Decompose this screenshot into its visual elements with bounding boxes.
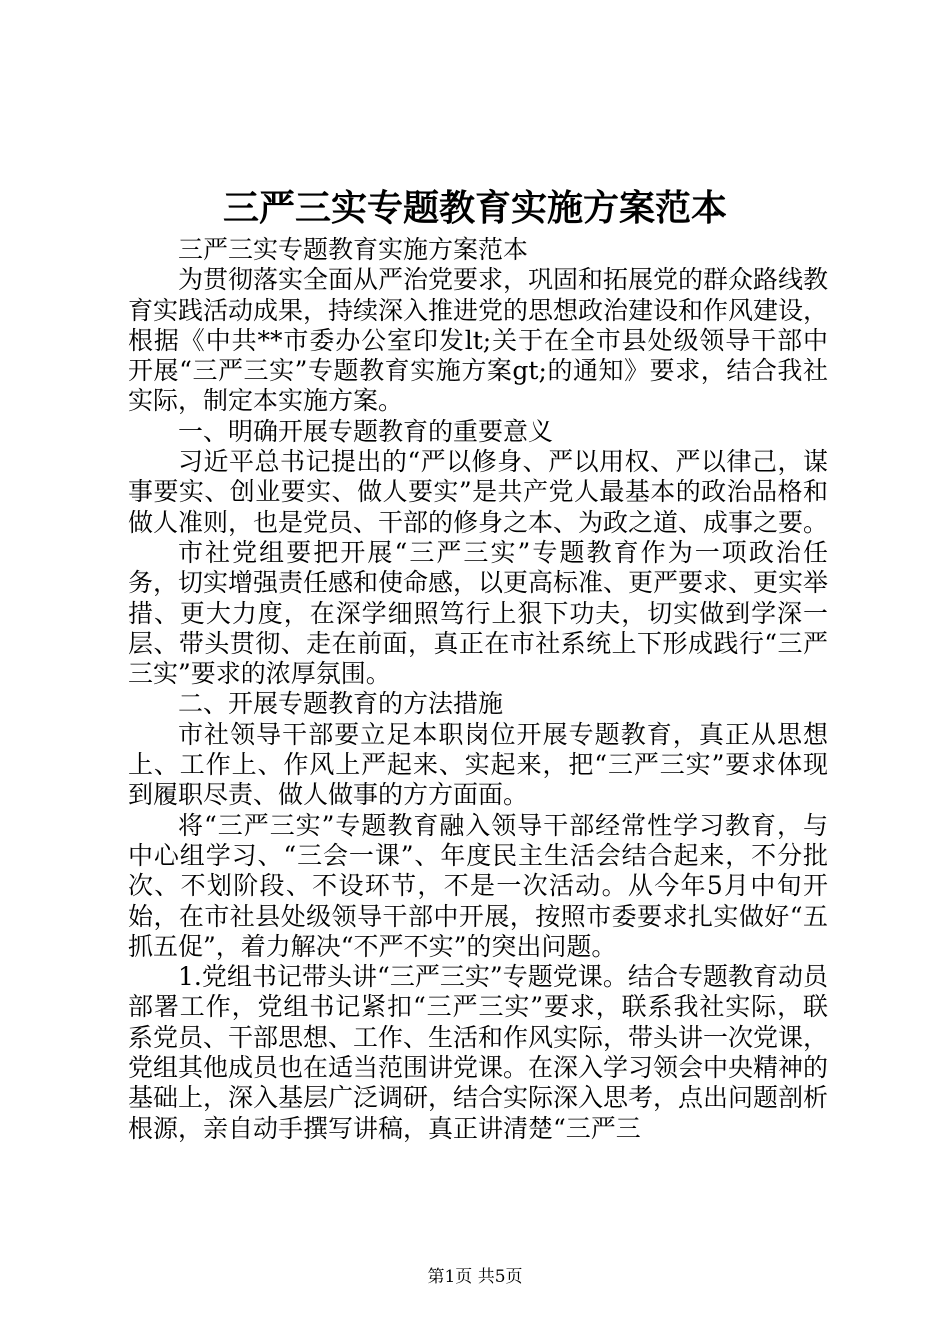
body-paragraph: 习近平总书记提出的“严以修身、严以用权、严以律己，谋事要实、创业要实、做人要实”是共产党人最基本的政治品格和做人准则，也是党员、干部的修身之本、为政之道、成事之要。 bbox=[128, 447, 829, 537]
numbered-paragraph-1: 1.党组书记带头讲“三严三实”专题党课。结合专题教育动员部署工作，党组书记紧扣“三严三实”要求，联系我社实际，联系党员、干部思想、工作、生活和作风实际，带头讲一次党课，党组其他成员也在适当范围讲党课。在深入学习领会中央精神的基础上，深入基层广泛调研，结合实际深入思考，点出问题剖析根源，亲自动手撰写讲稿，真正讲清楚“三严三 bbox=[128, 962, 829, 1143]
document-body bbox=[128, 235, 828, 1144]
document-title: 三严三实专题教育实施方案范本 bbox=[222, 187, 727, 229]
page-number-footer: 第1页 共5页 bbox=[427, 1267, 523, 1287]
body-paragraph: 市社党组要把开展“三严三实”专题教育作为一项政治任务，切实增强责任感和使命感，以更高标准、更严要求、更实举措、更大力度，在深学细照笃行上狠下功夫，切实做到学深一层、带头贯彻、走在前面，真正在市社系统上下形成践行“三严三实”要求的浓厚氛围。 bbox=[128, 537, 829, 689]
body-paragraph: 市社领导干部要立足本职岗位开展专题教育，真正从思想上、工作上、作风上严起来、实起来，把“三严三实”要求体现到履职尽责、做人做事的方方面面。 bbox=[128, 719, 828, 810]
section-heading-2: 二、开展专题教育的方法措施 bbox=[178, 689, 504, 719]
body-paragraph: 将“三严三实”专题教育融入领导干部经常性学习教育，与中心组学习、“三会一课”、年度民主生活会结合起来，不分批次、不划阶段、不设环节，不是一次活动。从今年5月中旬开始，在市社县处级领导干部中开展，按照市委要求扎实做好“五抓五促”，着力解决“不严不实”的突出问题。 bbox=[128, 810, 828, 961]
section-heading-1: 一、明确开展专题教育的重要意义 bbox=[178, 416, 554, 446]
intro-paragraph: 为贯彻落实全面从严治党要求，巩固和拓展党的群众路线教育实践活动成果，持续深入推进党的思想政治建设和作风建设，根据《中共**市委办公室印发lt;关于在全市县处级领导干部中开展“三严三实”专题教育实施方案gt;的通知》要求，结合我社实际，制定本实施方案。 bbox=[128, 265, 829, 416]
subtitle-paragraph: 三严三实专题教育实施方案范本 bbox=[178, 235, 529, 264]
